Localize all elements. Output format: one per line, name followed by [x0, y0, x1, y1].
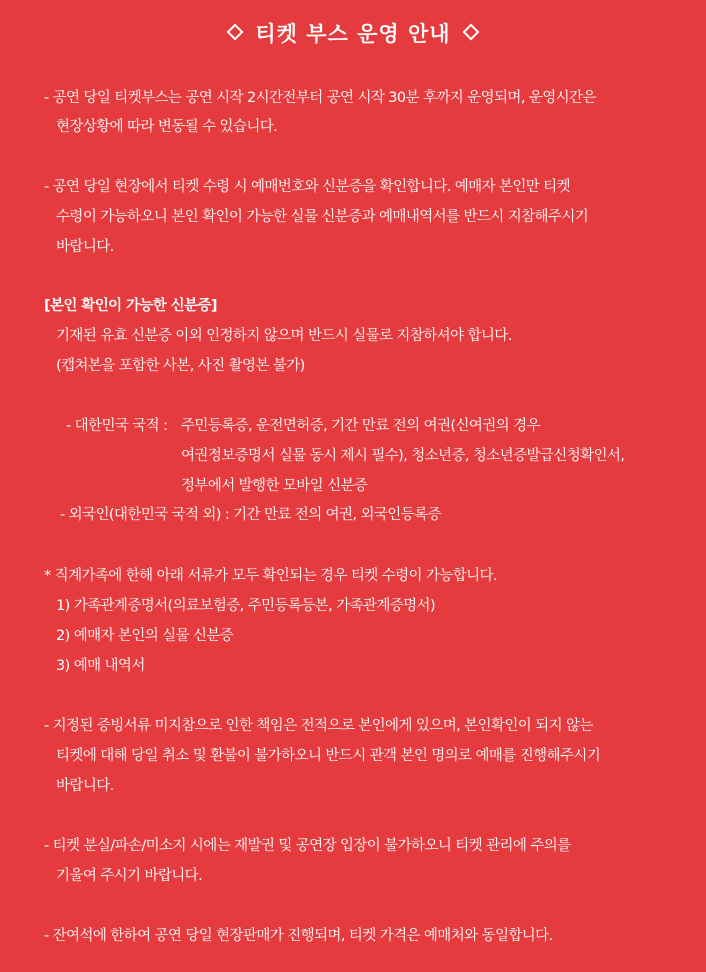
id-section-line-2: (캡쳐본을 포함한 사본, 사진 촬영본 불가): [56, 358, 305, 374]
id-section-line-1: 기재된 유효 신분증 이외 인정하지 않으며 반드시 실물로 지참하셔야 합니다.: [56, 328, 512, 344]
family-item-2: 2) 예매자 본인의 실물 신분증: [56, 628, 234, 644]
paragraph-3-line-3: 바랍니다.: [56, 778, 114, 794]
paragraph-4-line-1: - 티켓 분실/파손/미소지 시에는 재발권 및 공연장 입장이 불가하오니 티켓 관리에 주의를: [44, 838, 571, 854]
paragraph-2-line-3: 바랍니다.: [56, 239, 114, 255]
korean-id-label: - 대한민국 국적 :: [66, 418, 168, 434]
paragraph-1-line-2: 현장상황에 따라 변동될 수 있습니다.: [56, 119, 278, 135]
diamond-icon: [227, 24, 244, 41]
family-line-1: * 직계가족에 한해 아래 서류가 모두 확인되는 경우 티켓 수령이 가능합니다.: [44, 568, 497, 584]
korean-id-line-1: 주민등록증, 운전면허증, 기간 만료 전의 여권(신여권의 경우: [181, 418, 540, 434]
korean-id-line-3: 정부에서 발행한 모바일 신분증: [181, 478, 368, 494]
id-section-heading: [본인 확인이 가능한 신분증]: [44, 298, 217, 314]
paragraph-4-line-2: 기울여 주시기 바랍니다.: [56, 868, 203, 884]
paragraph-1-line-1: - 공연 당일 티켓부스는 공연 시작 2시간전부터 공연 시작 30분 후까지 운영되며, 운영시간은: [44, 90, 596, 106]
diamond-icon: [462, 24, 479, 41]
paragraph-2-line-1: - 공연 당일 현장에서 티켓 수령 시 예매번호와 신분증을 확인합니다. 예매자 본인만 티켓: [44, 179, 570, 195]
paragraph-5-line-1: - 잔여석에 한하여 공연 당일 현장판매가 진행되며, 티켓 가격은 예매처와 동일합니다.: [44, 928, 553, 944]
family-item-3: 3) 예매 내역서: [56, 658, 145, 674]
page-title-text: 티켓 부스 운영 안내: [255, 22, 451, 46]
paragraph-3-line-1: - 지정된 증빙서류 미지참으로 인한 책임은 전적으로 본인에게 있으며, 본인확인이 되지 않는: [44, 718, 593, 734]
korean-id-line-2: 여권정보증명서 실물 동시 제시 필수), 청소년증, 청소년증발급신청확인서,: [181, 448, 625, 464]
paragraph-3-line-2: 티켓에 대해 당일 취소 및 환불이 불가하오니 반드시 관객 본인 명의로 예매를 진행해주시기: [56, 748, 601, 764]
family-item-1: 1) 가족관계증명서(의료보험증, 주민등록등본, 가족관계증명서): [56, 598, 436, 614]
page-title: [0, 18, 706, 48]
paragraph-2-line-2: 수령이 가능하오니 본인 확인이 가능한 실물 신분증과 예매내역서를 반드시 지참해주시기: [56, 209, 589, 225]
foreign-id-line: - 외국인(대한민국 국적 외) : 기간 만료 전의 여권, 외국인등록증: [60, 507, 441, 523]
